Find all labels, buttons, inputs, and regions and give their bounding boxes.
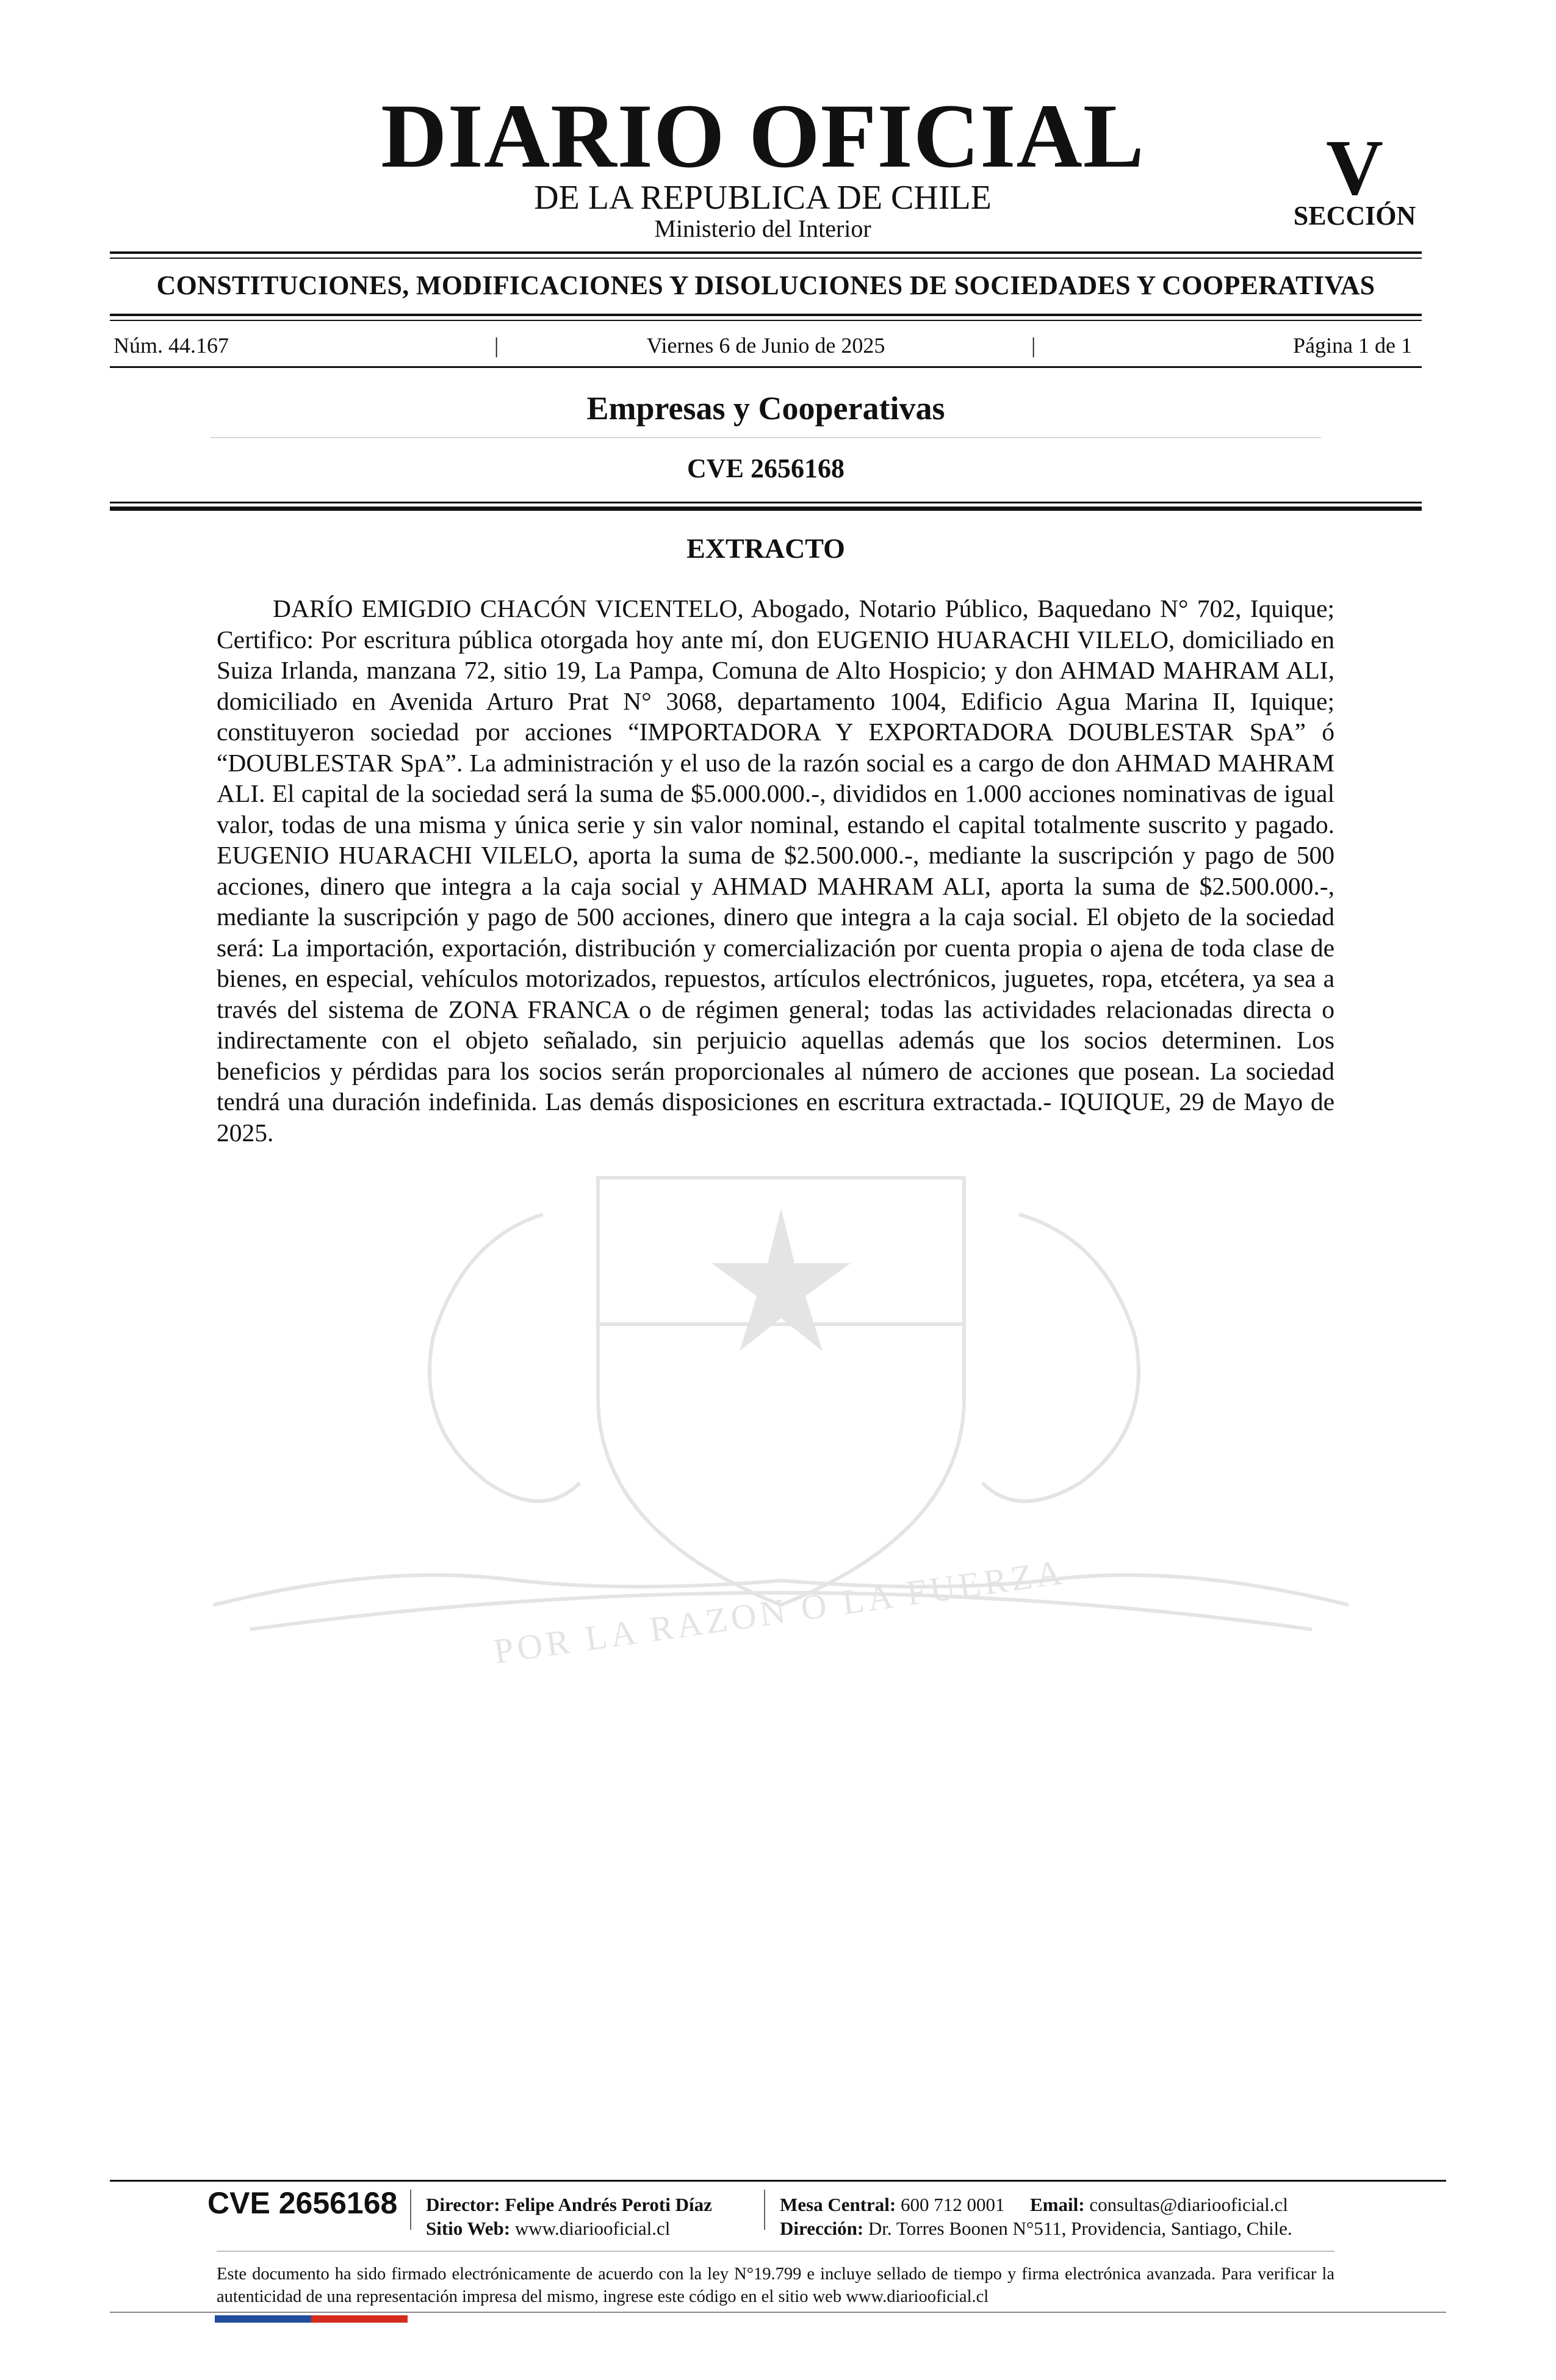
footer-separator-2	[764, 2190, 765, 2230]
footer-separator-1	[410, 2190, 411, 2230]
newspaper-subtitle: DE LA REPUBLICA DE CHILE	[534, 179, 992, 217]
banner-rule-thin	[110, 320, 1422, 321]
star-shape	[711, 1208, 851, 1351]
section-letter: V	[1326, 124, 1383, 212]
footer-address	[780, 2219, 1292, 2238]
rubric-divider	[211, 437, 1321, 438]
banner-rule-thick	[110, 314, 1422, 316]
footer-rule-bottom	[110, 2312, 1446, 2313]
address-label: Dirección:	[780, 2218, 864, 2239]
email-link[interactable]: consultas@diariooficial.cl	[1089, 2194, 1288, 2215]
footer-website	[426, 2219, 670, 2238]
document-body: DARÍO EMIGDIO CHACÓN VICENTELO, Abogado, Notario Público, Baquedano N° 702, Iquique; Certifico: Por escritura pública otorgada hoy ante mí, don EUGENIO HUARACHI VILELO, domiciliado en Suiza Irlanda, manzana 72, sitio 19, La Pampa, Comuna de Alto Hospicio; y don AHMAD MAHRAM ALI, domiciliado en Avenida Arturo Prat N° 3068, departamento 1004, Edificio Agua Marina II, Iquique; constituyeron sociedad por acciones “IMPORTADORA Y EXPORTADORA DOUBLESTAR SpA” ó “DOUBLESTAR SpA”. La administración y el uso de la razón social es a cargo de don AHMAD MAHRAM ALI. El capital de la sociedad será la suma de $5.000.000.-, divididos en 1.000 acciones nominativas de igual valor, todas de una misma y única serie y sin valor nominal, estando el capital totalmente suscrito y pagado. EUGENIO HUARACHI VILELO, aporta la suma de $2.500.000.-, mediante la suscripción y pago de 500 acciones, dinero que integra a la caja social y AHMAD MAHRAM ALI, aporta la suma de $2.500.000.-, mediante la suscripción y pago de 500 acciones, dinero que integra a la caja social. El objeto de la sociedad será: La importación, exportación, distribución y comercialización por cuenta propia o ajena de toda clase de bienes, en especial, vehículos motorizados, repuestos, artículos electrónicos, juguetes, ropa, etcétera, ya sea a través del sistema de ZONA FRANCA o de régimen general; todas las actividades relacionadas directa o indirectamente con el objeto señalado, sin perjuicio aquellas además que los socios determinen. Los beneficios y pérdidas para los socios serán proporcionales al número de acciones que posean. La sociedad tendrá una duración indefinida. Las demás disposiciones en escritura extractada.- IQUIQUE, 29 de Mayo de 2025.	[217, 594, 1334, 1147]
header-rule-thick	[110, 251, 1422, 254]
header-rule-thin	[110, 258, 1422, 259]
mesa-label: Mesa Central:	[780, 2194, 896, 2215]
issue-number: Núm. 44.167	[113, 333, 229, 358]
signature-note: Este documento ha sido firmado electrónicamente de acuerdo con la ley N°19.799 e incluye sellado de tiempo y firma electrónica avanzada. Para verificar la autenticidad de una representación impresa del mismo, ingrese este código en el sitio web www.diariooficial.cl	[217, 2265, 1334, 2306]
mesa-phone: 600 712 0001	[901, 2194, 1005, 2215]
motto-text: POR LA RAZON O LA FUERZA	[491, 1551, 1068, 1671]
address-value: Dr. Torres Boonen N°511, Providencia, Santiago, Chile.	[868, 2218, 1292, 2239]
document-rule-bottom	[110, 507, 1422, 511]
footer-cve-code: CVE 2656168	[207, 2186, 398, 2220]
email-label: Email:	[1030, 2194, 1085, 2215]
footer-director	[426, 2195, 712, 2214]
flag-stripe-red	[311, 2315, 408, 2323]
website-label: Sitio Web:	[426, 2218, 511, 2239]
ministry-label: Ministerio del Interior	[654, 215, 871, 242]
section-banner: CONSTITUCIONES, MODIFICACIONES Y DISOLUCIONES DE SOCIEDADES Y COOPERATIVAS	[156, 270, 1375, 300]
newspaper-title: DIARIO OFICIAL	[381, 85, 1145, 187]
coat-of-arms-watermark	[201, 1141, 1361, 1690]
issue-page: Página 1 de 1	[1293, 333, 1412, 358]
document-rule-top	[110, 502, 1422, 503]
issue-separator-left: |	[494, 333, 499, 358]
director-label: Director:	[426, 2194, 500, 2215]
footer-rule-top	[110, 2180, 1446, 2182]
footer-mesa	[780, 2195, 1288, 2214]
issue-separator-right: |	[1031, 333, 1036, 358]
condor-outline-shape	[982, 1214, 1139, 1501]
website-link[interactable]: www.diariooficial.cl	[514, 2218, 671, 2239]
footer-divider	[217, 2251, 1334, 2252]
section-word: SECCIÓN	[1293, 201, 1416, 231]
info-rule	[110, 366, 1422, 368]
director-name: Felipe Andrés Peroti Díaz	[505, 2194, 712, 2215]
flag-stripe-blue	[215, 2315, 311, 2323]
document-heading: EXTRACTO	[686, 533, 845, 564]
issue-date: Viernes 6 de Junio de 2025	[646, 333, 885, 358]
huemul-outline-shape	[430, 1214, 580, 1501]
cve-code: CVE 2656168	[687, 453, 845, 483]
rubric-title: Empresas y Cooperativas	[586, 390, 945, 427]
